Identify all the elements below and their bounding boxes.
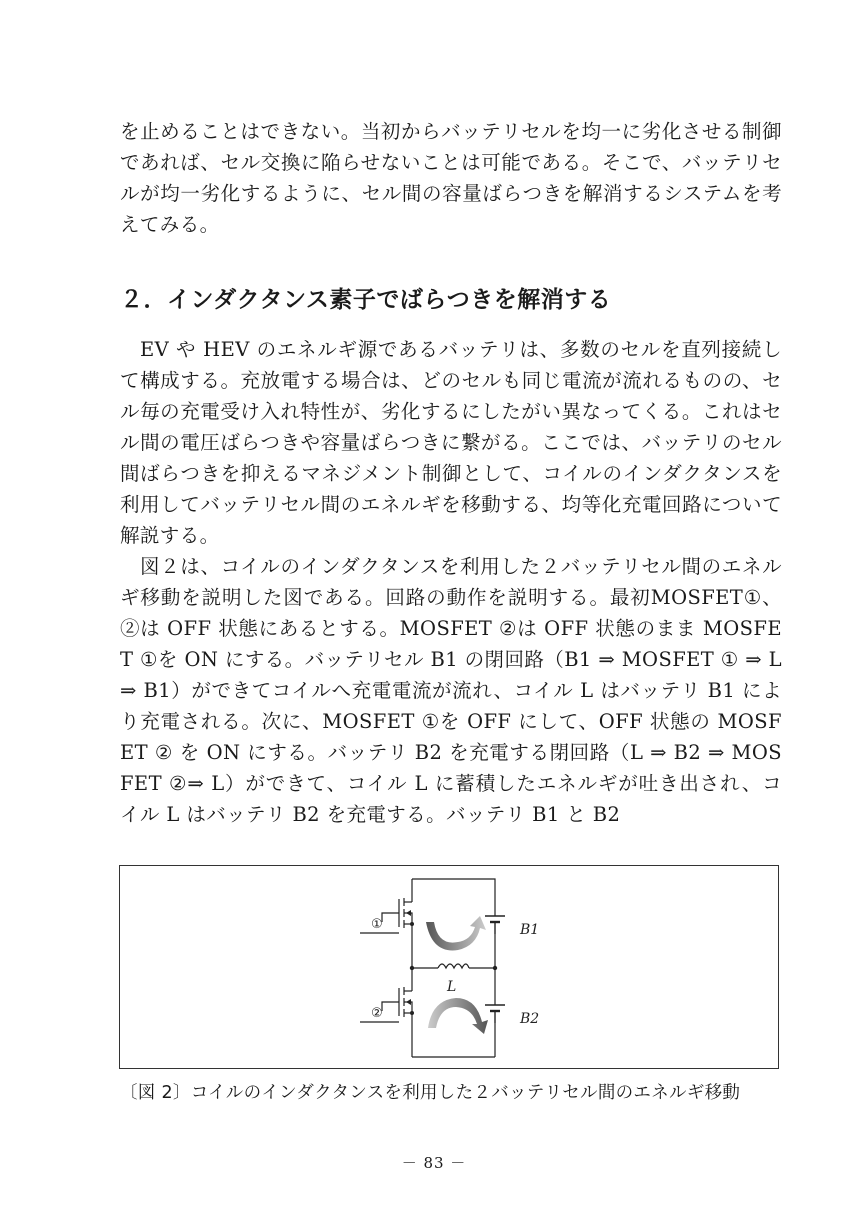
- mosfet-2-symbol: [360, 987, 412, 1022]
- inductor-symbol: [438, 964, 469, 968]
- section-heading: ２．インダクタンス素子でばらつきを解消する: [120, 287, 612, 313]
- paragraph-intro: を止めることはできない。当初からバッテリセルを均一に劣化させる制御であれば、セル交換に陥らせないことは可能である。そこで、バッテリセルが均一劣化するように、セル間の容量ばらつきを解消するシステムを考えてみる。: [120, 120, 782, 236]
- battery-b2-symbol: [485, 1005, 505, 1023]
- mosfet-2-label: ②: [371, 1006, 383, 1021]
- circuit-figure: [119, 865, 779, 1069]
- paragraph-circuit-operation: 図２は、コイルのインダクタンスを利用した２バッテリセル間のエネルギ移動を説明した図である。回路の動作を説明する。最初MOSFET①、②は OFF 状態にあるとする。MOSFET ②は OFF 状態のまま MOSFET ①を ON にする。バッテリセル B1 の閉回路（B1 ⇒ MOSFET ① ⇒ L ⇒ B1）ができてコイルへ充電電流が流れ、コイル L はバッテリ B1 により充電される。次に、MOSFET ①を OFF にして、OFF 状態の MOSFET ② を ON にする。バッテリ B2 を充電する閉回路（L ⇒ B2 ⇒ MOSFET ②⇒ L）ができて、コイル L に蓄積したエネルギが吐き出され、コイル L はバッテリ B2 を充電する。バッテリ B1 と B2: [120, 555, 782, 826]
- mosfet-1-label: ①: [371, 917, 383, 932]
- mosfet-1-symbol: [360, 898, 412, 933]
- junction-right: [493, 966, 497, 970]
- battery-b2-label: B2: [520, 1011, 540, 1027]
- battery-b1-label: B1: [520, 922, 540, 938]
- mosfet-1-arrow-icon: [406, 910, 411, 916]
- figure-caption: 〔図 2〕コイルのインダクタンスを利用した２バッテリセル間のエネルギ移動: [120, 1083, 741, 1103]
- inductor-label: L: [447, 979, 457, 995]
- junction-left: [410, 966, 414, 970]
- mosfet-2-arrow-icon: [406, 999, 411, 1005]
- current-arrow-lower-icon: [428, 998, 488, 1034]
- page-number: － 83 －: [401, 1154, 467, 1172]
- paragraph-battery-overview: EV や HEV のエネルギ源であるバッテリは、多数のセルを直列接続して構成する。充放電する場合は、どのセルも同じ電流が流れるものの、セル毎の充電受け入れ特性が、劣化するにしたがい異なってくる。これはセル間の電圧ばらつきや容量ばらつきに繋がる。ここでは、バッテリのセル間ばらつきを抑えるマネジメント制御として、コイルのインダクタンスを利用してバッテリセル間のエネルギを移動する、均等化充電回路について解説する。: [120, 338, 782, 547]
- circuit-diagram: [120, 866, 778, 1068]
- current-arrow-upper-icon: [426, 916, 486, 950]
- battery-b1-symbol: [485, 916, 505, 934]
